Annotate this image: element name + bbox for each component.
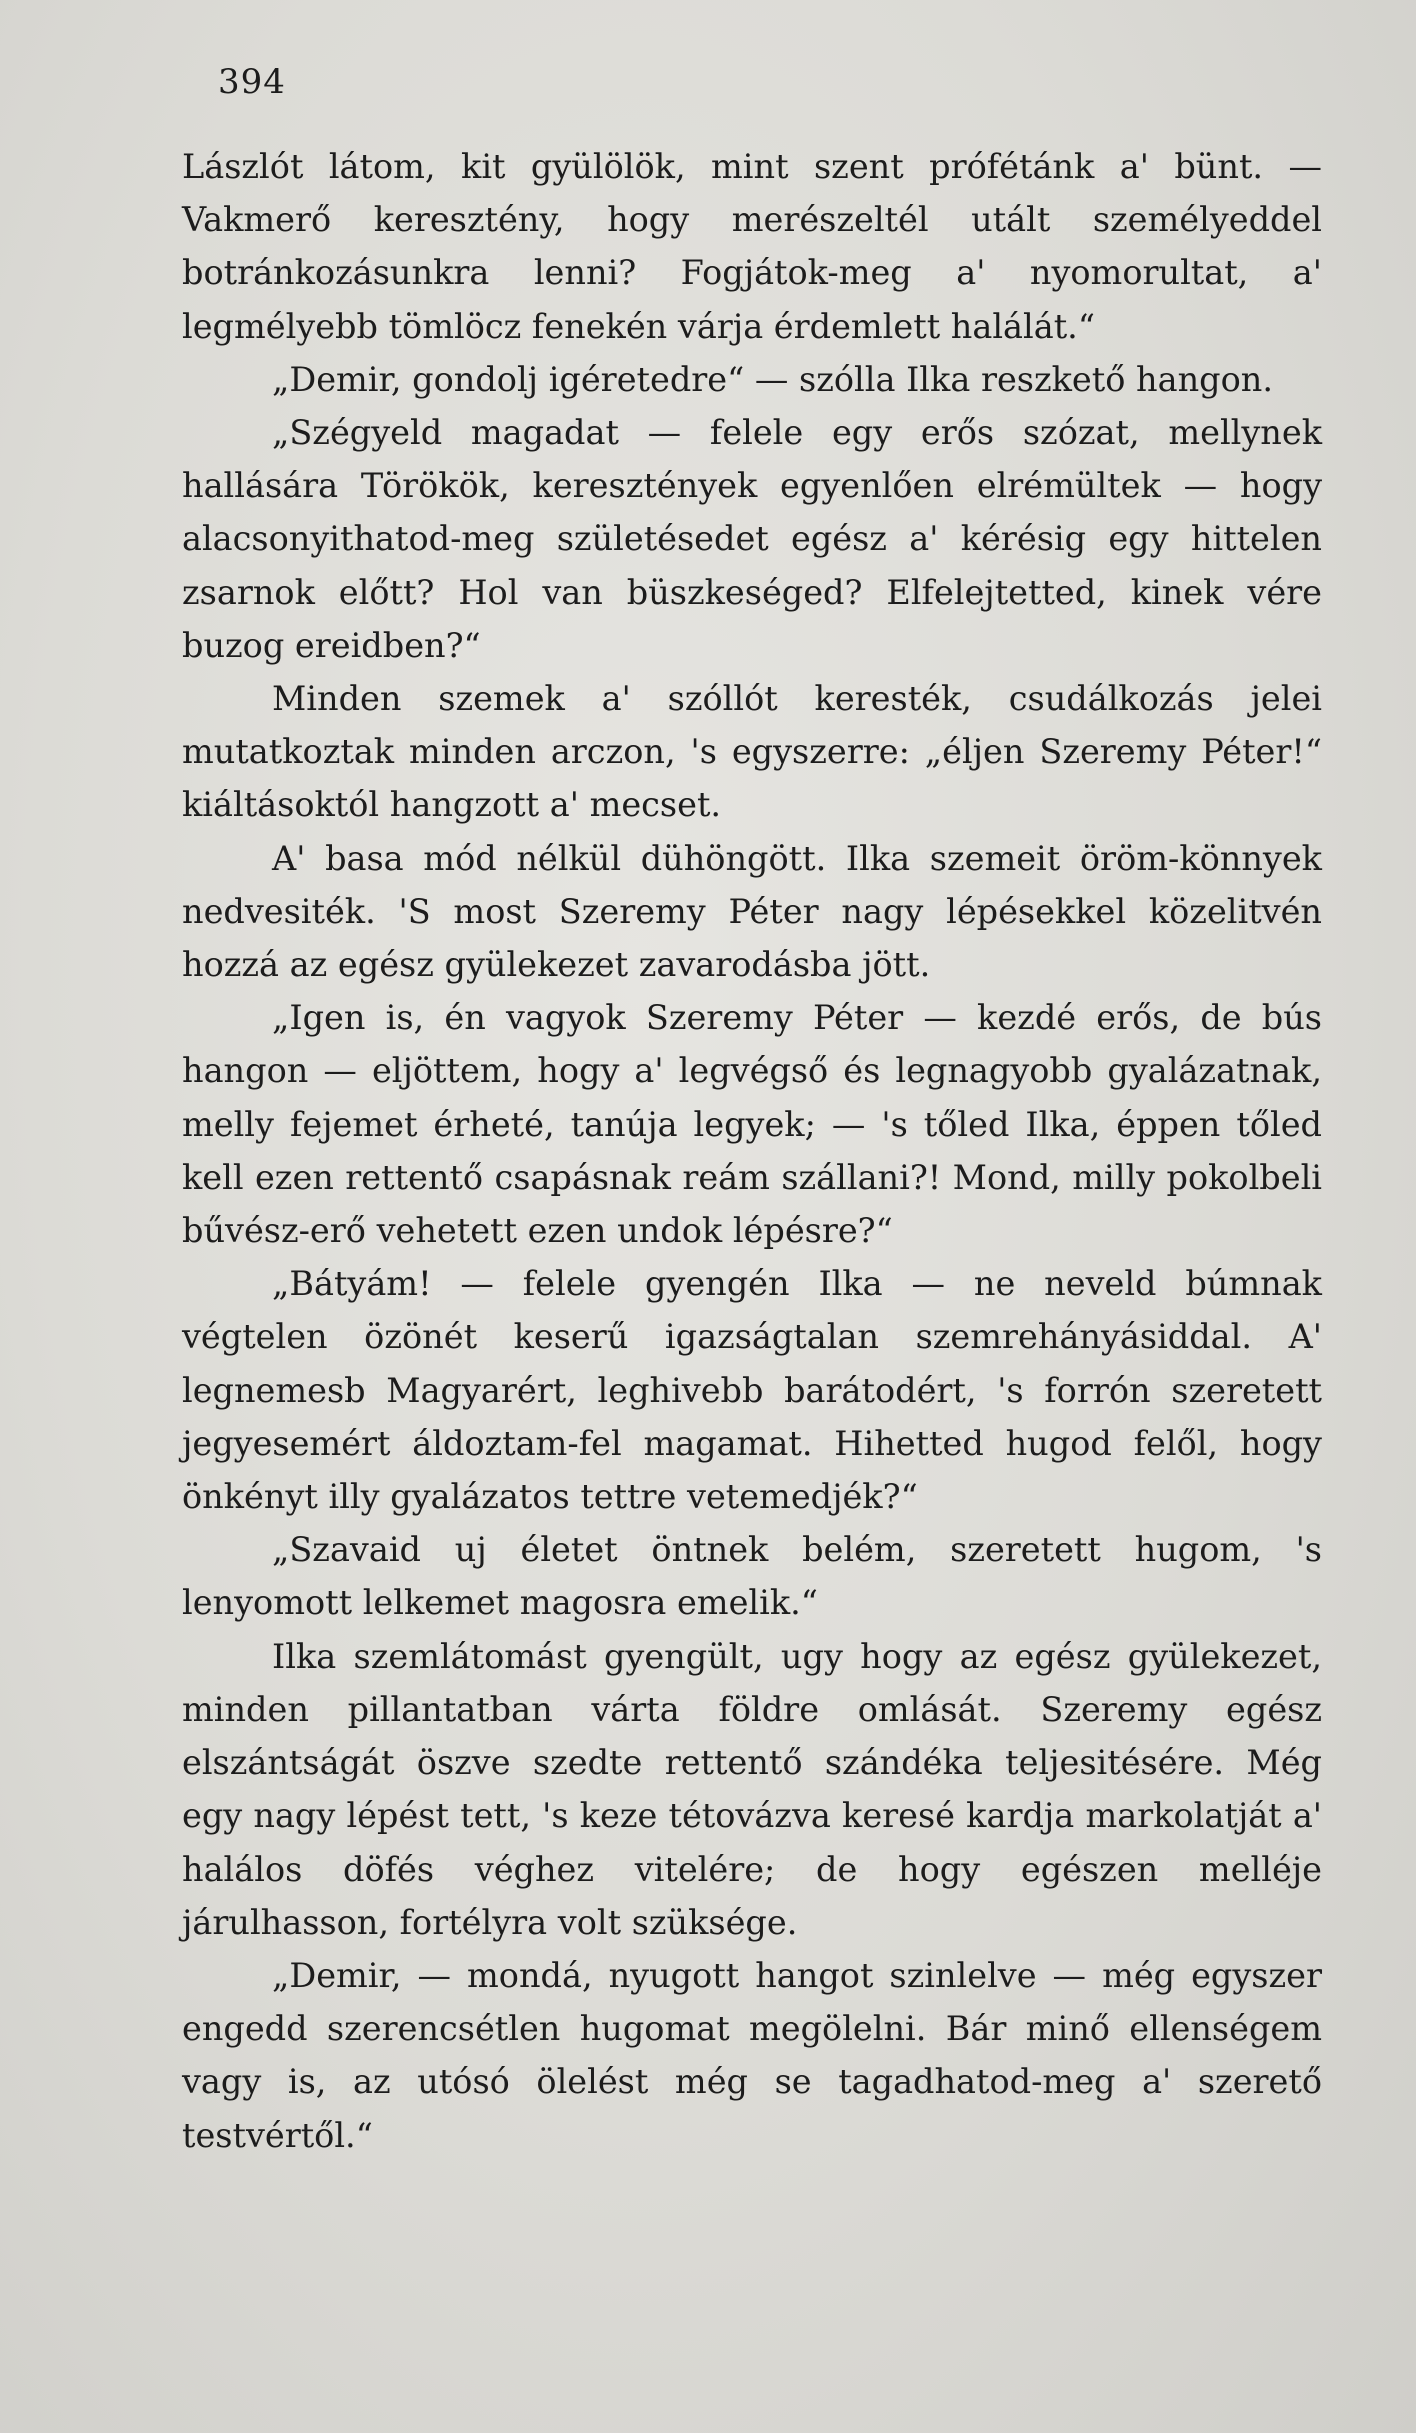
paragraph: „Szégyeld magadat — felele egy erős szózat, mellynek hallására Törökök, keresztények egyenlően elrémültek — hogy alacsonyithatod-meg születésedet egész a' kérésig egy hittelen zsarnok előtt? Hol van büszkeséged? Elfelejtetted, kinek vére buzog ereidben?“ bbox=[182, 413, 1322, 665]
paragraph: „Igen is, én vagyok Szeremy Péter — kezdé erős, de bús hangon — eljöttem, hogy a' legvégső és legnagyobb gyalázatnak, melly fejemet érheté, tanúja legyek; — 's tőled Ilka, éppen tőled kell ezen rettentő csapásnak reám szállani?! Mond, milly pokolbeli bűvész-erő vehetett ezen undok lépésre?“ bbox=[182, 998, 1322, 1251]
paragraph: Minden szemek a' szóllót keresték, csudálkozás jelei mutatkoztak minden arczon, 's egyszerre: „éljen Szeremy Péter!“ kiáltásoktól hangzott a' mecset. bbox=[182, 679, 1322, 825]
body-text bbox=[182, 140, 1322, 2162]
paragraph: A' basa mód nélkül dühöngött. Ilka szemeit öröm-könnyek nedvesiték. 'S most Szeremy Péter nagy lépésekkel közelitvén hozzá az egész gyülekezet zavarodásba jött. bbox=[182, 838, 1322, 985]
paragraph: „Demir, gondolj igéretedre“ — szólla Ilka reszkető hangon. bbox=[272, 359, 1273, 399]
paragraph: Ilka szemlátomást gyengült, ugy hogy az egész gyülekezet, minden pillantatban várta földre omlását. Szeremy egész elszántságát öszve szedte rettentő szándéka teljesitésére. Még egy nagy lépést tett, 's keze tétovázva keresé kardja markolatját a' halálos döfés véghez vitelére; de hogy egészen melléje járulhasson, fortélyra volt szüksége. bbox=[182, 1636, 1322, 1942]
paragraph: „Szavaid uj életet öntnek belém, szeretett hugom, 's lenyomott lelkemet magosra emelik.“ bbox=[182, 1530, 1322, 1623]
paragraph: „Demir, — mondá, nyugott hangot szinlelve — még egyszer engedd szerencsétlen hugomat megölelni. Bár minő ellenségem vagy is, az utósó ölelést még se tagadhatod-meg a' szerető testvértől.“ bbox=[182, 1955, 1322, 2155]
paragraph: „Bátyám! — felele gyengén Ilka — ne neveld búmnak végtelen özönét keserű igazságtalan szemrehányásiddal. A' legnemesb Magyarért, leghivebb barátodért, 's forrón szeretett jegyesemért áldoztam-fel magamat. Hihetted hugod felől, hogy önkényt illy gyalázatos tettre vetemedjék?“ bbox=[182, 1264, 1322, 1517]
page-number: 394 bbox=[218, 62, 286, 102]
paragraph: Lászlót látom, kit gyülölök, mint szent prófétánk a' bünt. — Vakmerő keresztény, hogy merészeltél utált személyeddel botránkozásunkra lenni? Fogjátok-meg a' nyomorultat, a' legmélyebb tömlöcz fenekén várja érdemlett halálát.“ bbox=[182, 147, 1322, 346]
